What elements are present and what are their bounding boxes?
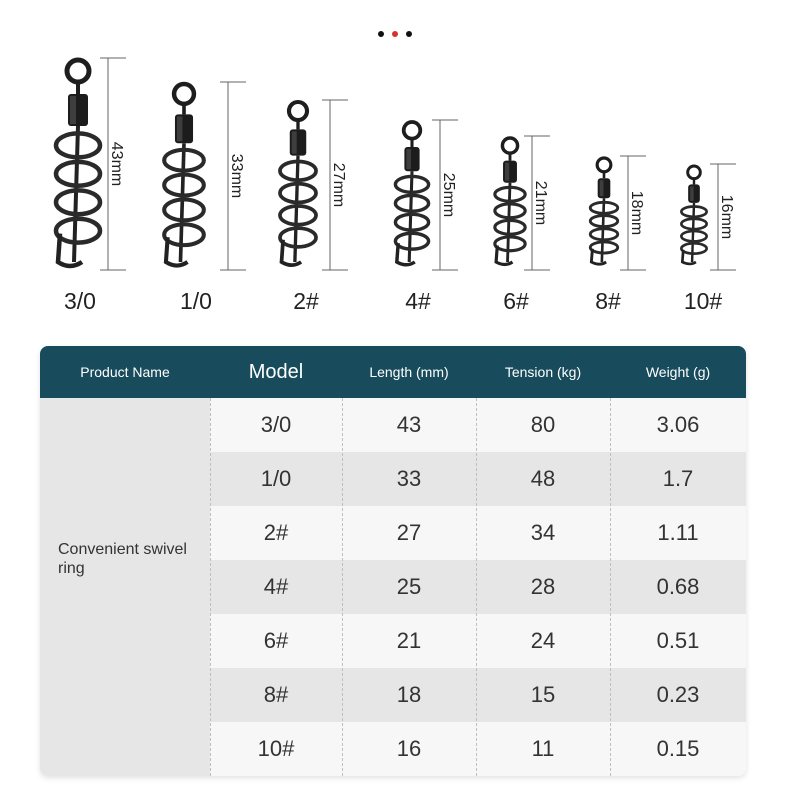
model-label: 10#: [683, 288, 723, 314]
model-label: 3/0: [64, 288, 96, 314]
cell-model: 6#: [263, 628, 289, 653]
carousel-dot[interactable]: [406, 31, 412, 37]
cell-tension: 80: [530, 412, 556, 437]
cell-weight: 0.68: [656, 574, 700, 599]
spec-table-header: [40, 346, 746, 398]
cell-tension: 48: [530, 466, 556, 491]
cell-tension: 11: [531, 736, 555, 761]
cell-weight: 1.11: [657, 520, 699, 545]
length-dimension-label: 21mm: [532, 180, 550, 226]
header-model: Model: [248, 361, 304, 383]
cell-tension: 28: [530, 574, 556, 599]
cell-model: 3/0: [260, 412, 292, 437]
length-dimension-label: 33mm: [228, 153, 246, 199]
cell-weight: 0.15: [656, 736, 700, 761]
cell-weight: 1.7: [662, 466, 694, 491]
cell-tension: 15: [530, 682, 556, 707]
table-row: [210, 614, 746, 668]
model-label: 6#: [503, 288, 529, 314]
column-divider: [476, 398, 477, 776]
product-name-cell: [40, 398, 210, 776]
cell-length: 18: [396, 682, 422, 707]
cell-weight: 0.51: [656, 628, 700, 653]
header-tension: Tension (kg): [504, 364, 582, 380]
table-row: [210, 452, 746, 506]
cell-length: 21: [396, 628, 422, 653]
product-size-gallery: [0, 48, 790, 338]
cell-model: 8#: [263, 682, 289, 707]
header-length: Length (mm): [369, 364, 449, 380]
header-product-name: Product Name: [80, 364, 170, 380]
cell-weight: 0.23: [656, 682, 700, 707]
model-label: 8#: [595, 288, 621, 314]
cell-length: 43: [396, 412, 422, 437]
table-row: [210, 398, 746, 452]
column-divider: [210, 398, 211, 776]
cell-model: 4#: [263, 574, 289, 599]
cell-length: 27: [396, 520, 422, 545]
length-dimension-label: 18mm: [628, 190, 646, 236]
model-label: 2#: [293, 288, 319, 314]
length-dimension-label: 16mm: [718, 194, 736, 240]
header-weight: Weight (g): [645, 364, 711, 380]
table-row: [210, 506, 746, 560]
table-row: [210, 560, 746, 614]
cell-length: 25: [396, 574, 422, 599]
model-label: 4#: [405, 288, 431, 314]
cell-model: 2#: [263, 520, 289, 545]
cell-length: 16: [396, 736, 422, 761]
carousel-dot-active[interactable]: [392, 31, 398, 37]
product-item: [0, 48, 790, 338]
column-divider: [342, 398, 343, 776]
cell-weight: 3.06: [656, 412, 700, 437]
cell-model: 10#: [257, 736, 295, 761]
length-dimension-label: 25mm: [440, 172, 458, 218]
cell-tension: 34: [530, 520, 556, 545]
table-row: [210, 722, 746, 776]
column-divider: [610, 398, 611, 776]
carousel-dot[interactable]: [378, 31, 384, 37]
length-dimension-label: 27mm: [330, 162, 348, 208]
product-name-value: Convenient swivel ring: [58, 541, 187, 577]
model-label: 1/0: [180, 288, 212, 314]
cell-tension: 24: [530, 628, 556, 653]
carousel-dots: [0, 24, 790, 42]
length-dimension-label: 43mm: [108, 141, 126, 187]
table-row: [210, 668, 746, 722]
spec-table: [40, 346, 746, 776]
cell-model: 1/0: [260, 466, 292, 491]
cell-length: 33: [396, 466, 422, 491]
